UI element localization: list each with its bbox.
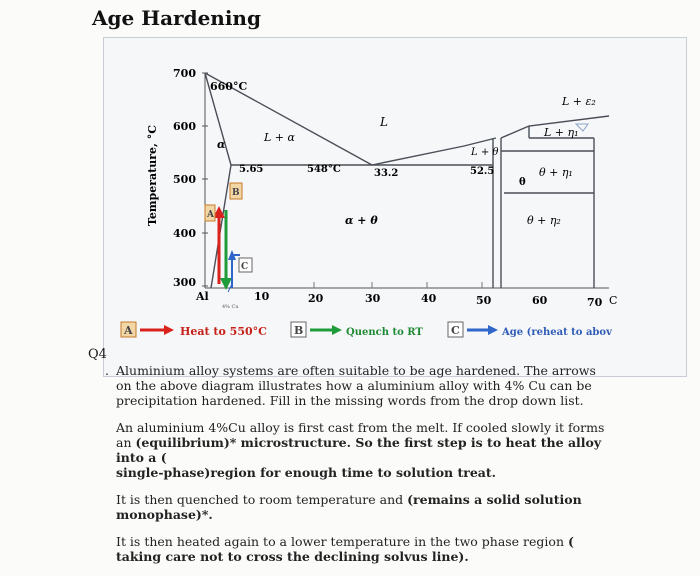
- x-tick-70: 70: [587, 296, 603, 309]
- phase-boundaries: [205, 73, 609, 288]
- paragraph-quench: [116, 492, 606, 522]
- paragraph-cast-c: single-phase)region for enough time to solution treat.: [116, 465, 497, 480]
- paragraph-cast-b: (equilibrium)* microstructure. So the first step is to heat the alloy into a (: [116, 435, 602, 465]
- paragraph-age-b: ( taking care not to cross the declining solvus line).: [116, 534, 574, 564]
- legend-b-arrow-head: [332, 325, 342, 335]
- label-alpha-theta: α + θ: [345, 214, 378, 227]
- solvus-line: [211, 165, 231, 288]
- liquidus-line: [205, 73, 499, 165]
- phase-diagram: [103, 37, 687, 377]
- marker-b: B: [232, 188, 240, 198]
- marker-c: C: [241, 262, 249, 272]
- y-tick-400: 400: [173, 227, 196, 240]
- label-solubility-max: 5.65: [239, 164, 264, 175]
- legend: [121, 322, 613, 338]
- y-tick-500: 500: [173, 173, 196, 186]
- x-tick-10: 10: [254, 290, 270, 303]
- y-axis-label: Temperature, °C: [146, 125, 159, 226]
- x-tick-40: 40: [421, 292, 437, 305]
- page-title: Age Hardening: [92, 6, 261, 30]
- question-text: [105, 363, 606, 576]
- label-theta-comp: 52.5: [470, 166, 495, 177]
- paragraph-age-a: It is then heated again to a lower temperature in the two phase region: [116, 534, 565, 549]
- y-tick-300: 300: [173, 276, 196, 289]
- bullet-dot: .: [105, 363, 109, 378]
- paragraph-age: [116, 534, 606, 564]
- label-theta: θ: [519, 177, 526, 188]
- label-eutectic-comp: 33.2: [374, 168, 399, 179]
- label-theta-eta1: θ + η₁: [539, 166, 573, 179]
- legend-b-text: Quench to RT: [346, 327, 423, 338]
- label-l-alpha: L + α: [264, 131, 295, 144]
- paragraph-intro-text: Aluminium alloy systems are often suitable to be age hardened. The arrows on the above diagram illustrates how a aluminium alloy with 4% Cu can be precipitation hardened. Fill in the missing words from the drop down list.: [116, 363, 596, 408]
- paragraph-quench-a: It is then quenched to room temperature and: [116, 492, 404, 507]
- y-tick-700: 700: [173, 67, 196, 80]
- label-l-eps2: L + ε₂: [562, 95, 596, 108]
- legend-c-badge: C: [451, 324, 460, 337]
- label-theta-eta2: θ + η₂: [527, 214, 561, 227]
- phase-diagram-svg: [104, 38, 686, 376]
- x-tick-50: 50: [476, 294, 492, 307]
- x-ticks: [314, 282, 482, 288]
- legend-b-badge: B: [294, 324, 304, 337]
- x-tick-20: 20: [308, 292, 324, 305]
- legend-a-text: Heat to 550°C: [180, 325, 267, 338]
- paragraph-cast-a: An aluminium 4%Cu alloy is first cast from the melt. If cooled slowly it forms an: [116, 420, 605, 450]
- paragraph-intro: [105, 363, 606, 408]
- label-eutectic-temp: 548°C: [307, 164, 341, 175]
- legend-c-text: Age (reheat to abov: [502, 327, 612, 338]
- label-l-theta: L + θ: [471, 147, 499, 158]
- x-tick-al: Al: [196, 290, 209, 303]
- x-marker-label: 4% Cu: [222, 304, 239, 310]
- label-l-eta1: L + η₁: [544, 126, 579, 139]
- label-melting-al: 660°C: [210, 80, 248, 93]
- paragraph-cast: [116, 420, 606, 480]
- label-alpha: α: [217, 138, 226, 151]
- x-tick-30: 30: [365, 292, 381, 305]
- legend-a-arrow-head: [164, 325, 174, 335]
- marker-a: A: [207, 210, 214, 220]
- paragraph-quench-b: (remains a solid solution monophase)*.: [116, 492, 582, 522]
- label-liquid: L: [380, 115, 388, 129]
- legend-a-badge: A: [124, 324, 133, 337]
- y-tick-600: 600: [173, 120, 196, 133]
- x-unit: C: [609, 294, 618, 307]
- question-number: Q4: [88, 347, 107, 362]
- x-tick-60: 60: [532, 294, 548, 307]
- legend-c-arrow-head: [488, 325, 498, 335]
